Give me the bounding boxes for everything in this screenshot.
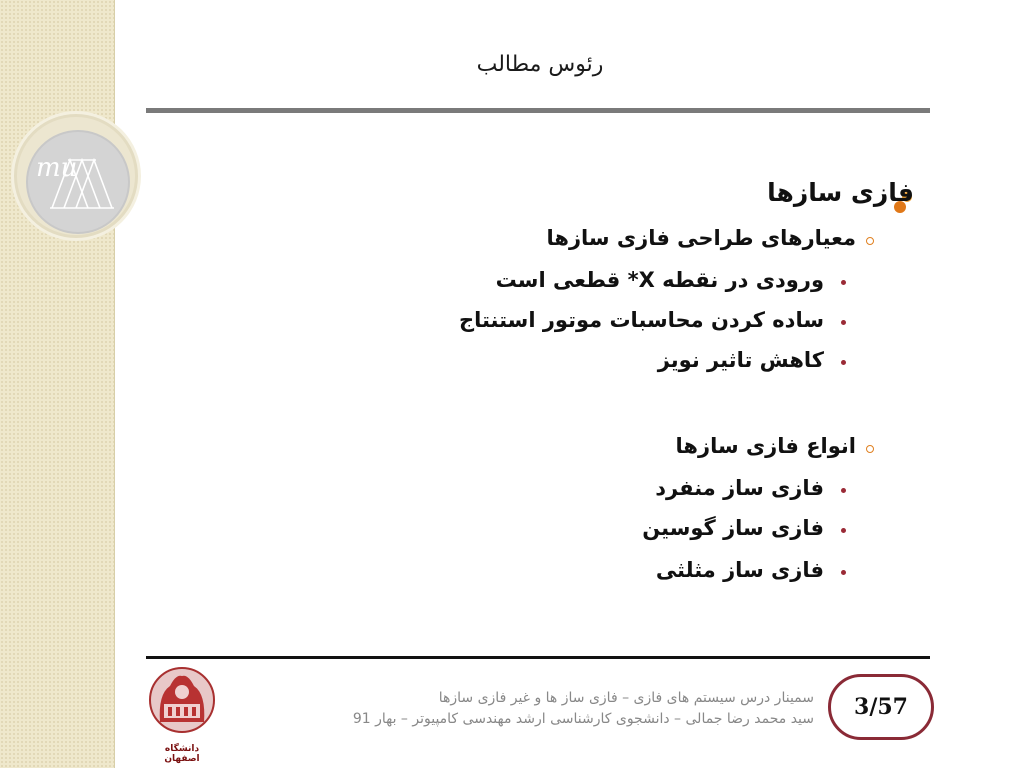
- footer-course-line: سمینار درس سیستم های فازی – فازی ساز ها و غیر فازی سازها: [438, 690, 814, 706]
- list-item: کاهش تاثیر نویز: [657, 348, 824, 372]
- university-logo-icon: [148, 664, 216, 740]
- list-item: فازی ساز مثلثی: [655, 558, 824, 582]
- item-bullet-icon: [841, 488, 846, 493]
- footer-divider: [146, 656, 930, 659]
- section-bullet-icon: [866, 237, 874, 245]
- list-item: ورودی در نقطه X* قطعی است: [495, 268, 824, 292]
- item-bullet-icon: [841, 320, 846, 325]
- item-bullet-icon: [841, 528, 846, 533]
- item-bullet-icon: [841, 360, 846, 365]
- fuzzy-triangles-icon: [30, 144, 120, 216]
- item-bullet-icon: [841, 280, 846, 285]
- mu-symbol: mu: [36, 153, 78, 183]
- list-item: فازی ساز گوسین: [642, 516, 824, 540]
- section-label: معیارهای طراحی فازی سازها: [546, 226, 856, 250]
- list-item: فازی ساز منفرد: [655, 476, 824, 500]
- university-name: دانشگاه اصفهان: [164, 744, 200, 764]
- main-heading: فازی سازها: [767, 178, 914, 207]
- section-label: انواع فازی سازها: [675, 434, 856, 458]
- page-number-badge: 3/57: [828, 674, 934, 740]
- page-title: رئوس مطالب: [476, 52, 604, 77]
- section-bullet-icon: [866, 445, 874, 453]
- list-item: ساده کردن محاسبات موتور استنتاج: [458, 308, 824, 332]
- title-divider: [146, 108, 930, 113]
- footer-author-line: سید محمد رضا جمالی – دانشجوی کارشناسی ارشد مهندسی کامپیوتر – بهار 91: [352, 711, 814, 727]
- item-bullet-icon: [841, 570, 846, 575]
- sidebar-decoration: [0, 0, 115, 768]
